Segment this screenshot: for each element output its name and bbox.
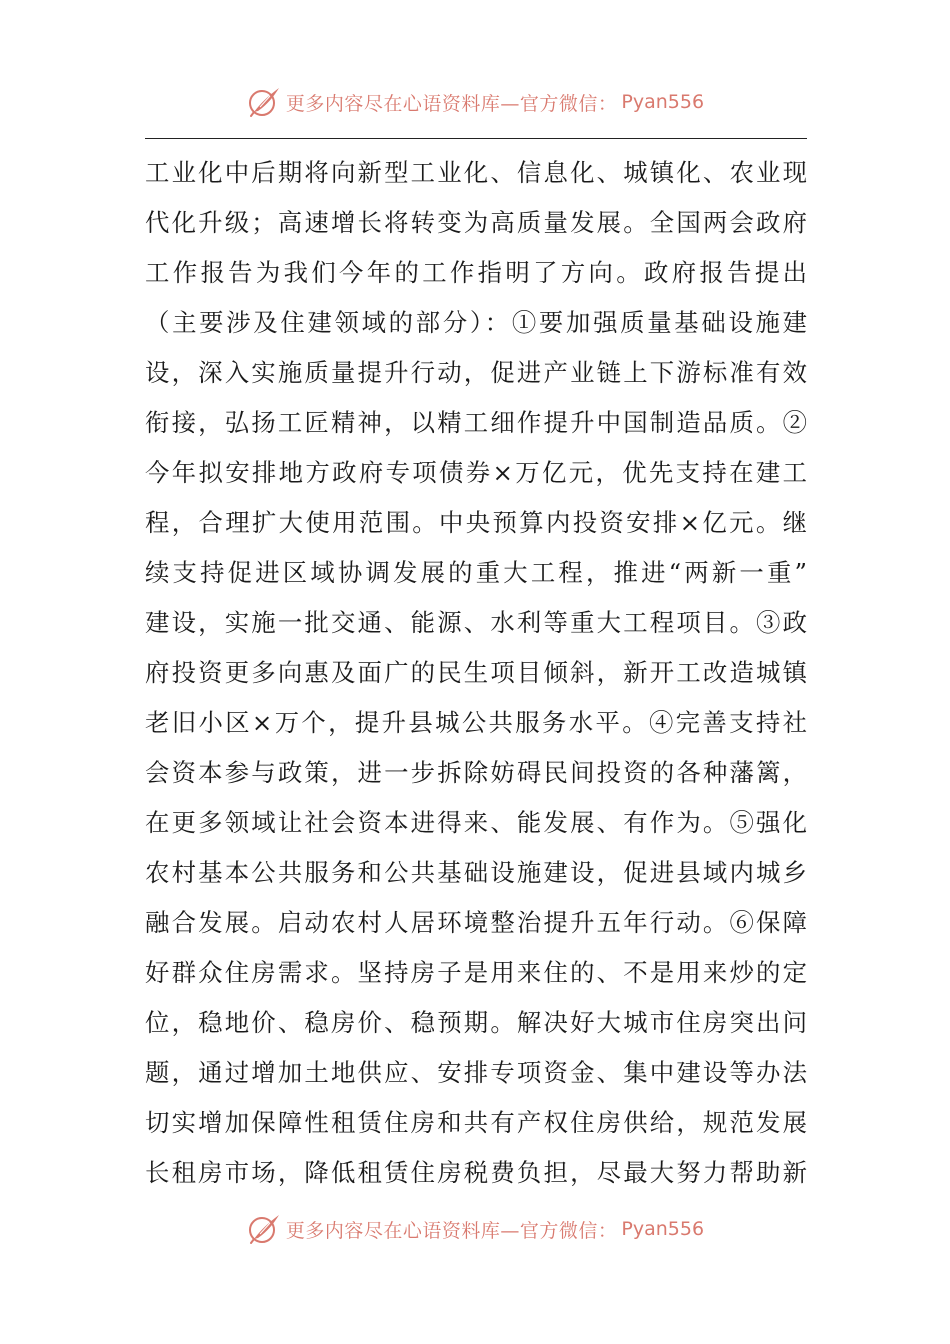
body-line: 续支持促进区域协调发展的重大工程，推进“两新一重” xyxy=(145,558,807,587)
body-line: 工业化中后期将向新型工业化、信息化、城镇化、农业现 xyxy=(145,158,807,187)
quill-logo-icon xyxy=(246,1211,282,1247)
body-line: 长租房市场，降低租赁住房税费负担，尽最大努力帮助新 xyxy=(145,1158,807,1187)
header-banner-content xyxy=(246,84,704,120)
quill-logo-icon xyxy=(246,84,282,120)
body-line: 位，稳地价、稳房价、稳预期。解决好大城市住房突出问 xyxy=(145,1008,807,1037)
body-line: 工作报告为我们今年的工作指明了方向。政府报告提出 xyxy=(145,258,807,287)
footer-banner xyxy=(0,1209,950,1249)
header-banner xyxy=(0,82,950,122)
header-divider xyxy=(145,138,807,139)
body-line: 程，合理扩大使用范围。中央预算内投资安排×亿元。继 xyxy=(145,508,807,537)
body-line: 好群众住房需求。坚持房子是用来住的、不是用来炒的定 xyxy=(145,958,807,987)
body-line: 切实增加保障性租赁住房和共有产权住房供给，规范发展 xyxy=(145,1108,807,1137)
body-line: 衔接，弘扬工匠精神，以精工细作提升中国制造品质。② xyxy=(145,408,807,437)
header-banner-text: 更多内容尽在心语资料库—官方微信： xyxy=(285,92,618,115)
document-body xyxy=(145,148,807,1198)
footer-banner-content xyxy=(246,1211,704,1247)
header-wechat-handle: Pyan556 xyxy=(621,91,705,113)
footer-banner-text: 更多内容尽在心语资料库—官方微信： xyxy=(285,1219,618,1242)
body-line: 府投资更多向惠及面广的民生项目倾斜，新开工改造城镇 xyxy=(145,658,807,687)
body-line: 代化升级；高速增长将转变为高质量发展。全国两会政府 xyxy=(145,208,807,237)
body-line: 老旧小区×万个，提升县城公共服务水平。④完善支持社 xyxy=(145,708,807,737)
footer-wechat-handle: Pyan556 xyxy=(621,1218,705,1240)
body-line: 在更多领域让社会资本进得来、能发展、有作为。⑤强化 xyxy=(145,808,807,837)
body-line: 会资本参与政策，进一步拆除妨碍民间投资的各种藩篱， xyxy=(145,758,807,787)
body-line: 融合发展。启动农村人居环境整治提升五年行动。⑥保障 xyxy=(145,908,807,937)
body-line: （主要涉及住建领域的部分）：①要加强质量基础设施建 xyxy=(145,308,807,337)
body-line: 建设，实施一批交通、能源、水利等重大工程项目。③政 xyxy=(145,608,807,637)
body-line: 今年拟安排地方政府专项债券×万亿元，优先支持在建工 xyxy=(145,458,807,487)
body-line: 设，深入实施质量提升行动，促进产业链上下游标准有效 xyxy=(145,358,807,387)
body-line: 题，通过增加土地供应、安排专项资金、集中建设等办法 xyxy=(145,1058,807,1087)
body-line: 农村基本公共服务和公共基础设施建设，促进县域内城乡 xyxy=(145,858,807,887)
